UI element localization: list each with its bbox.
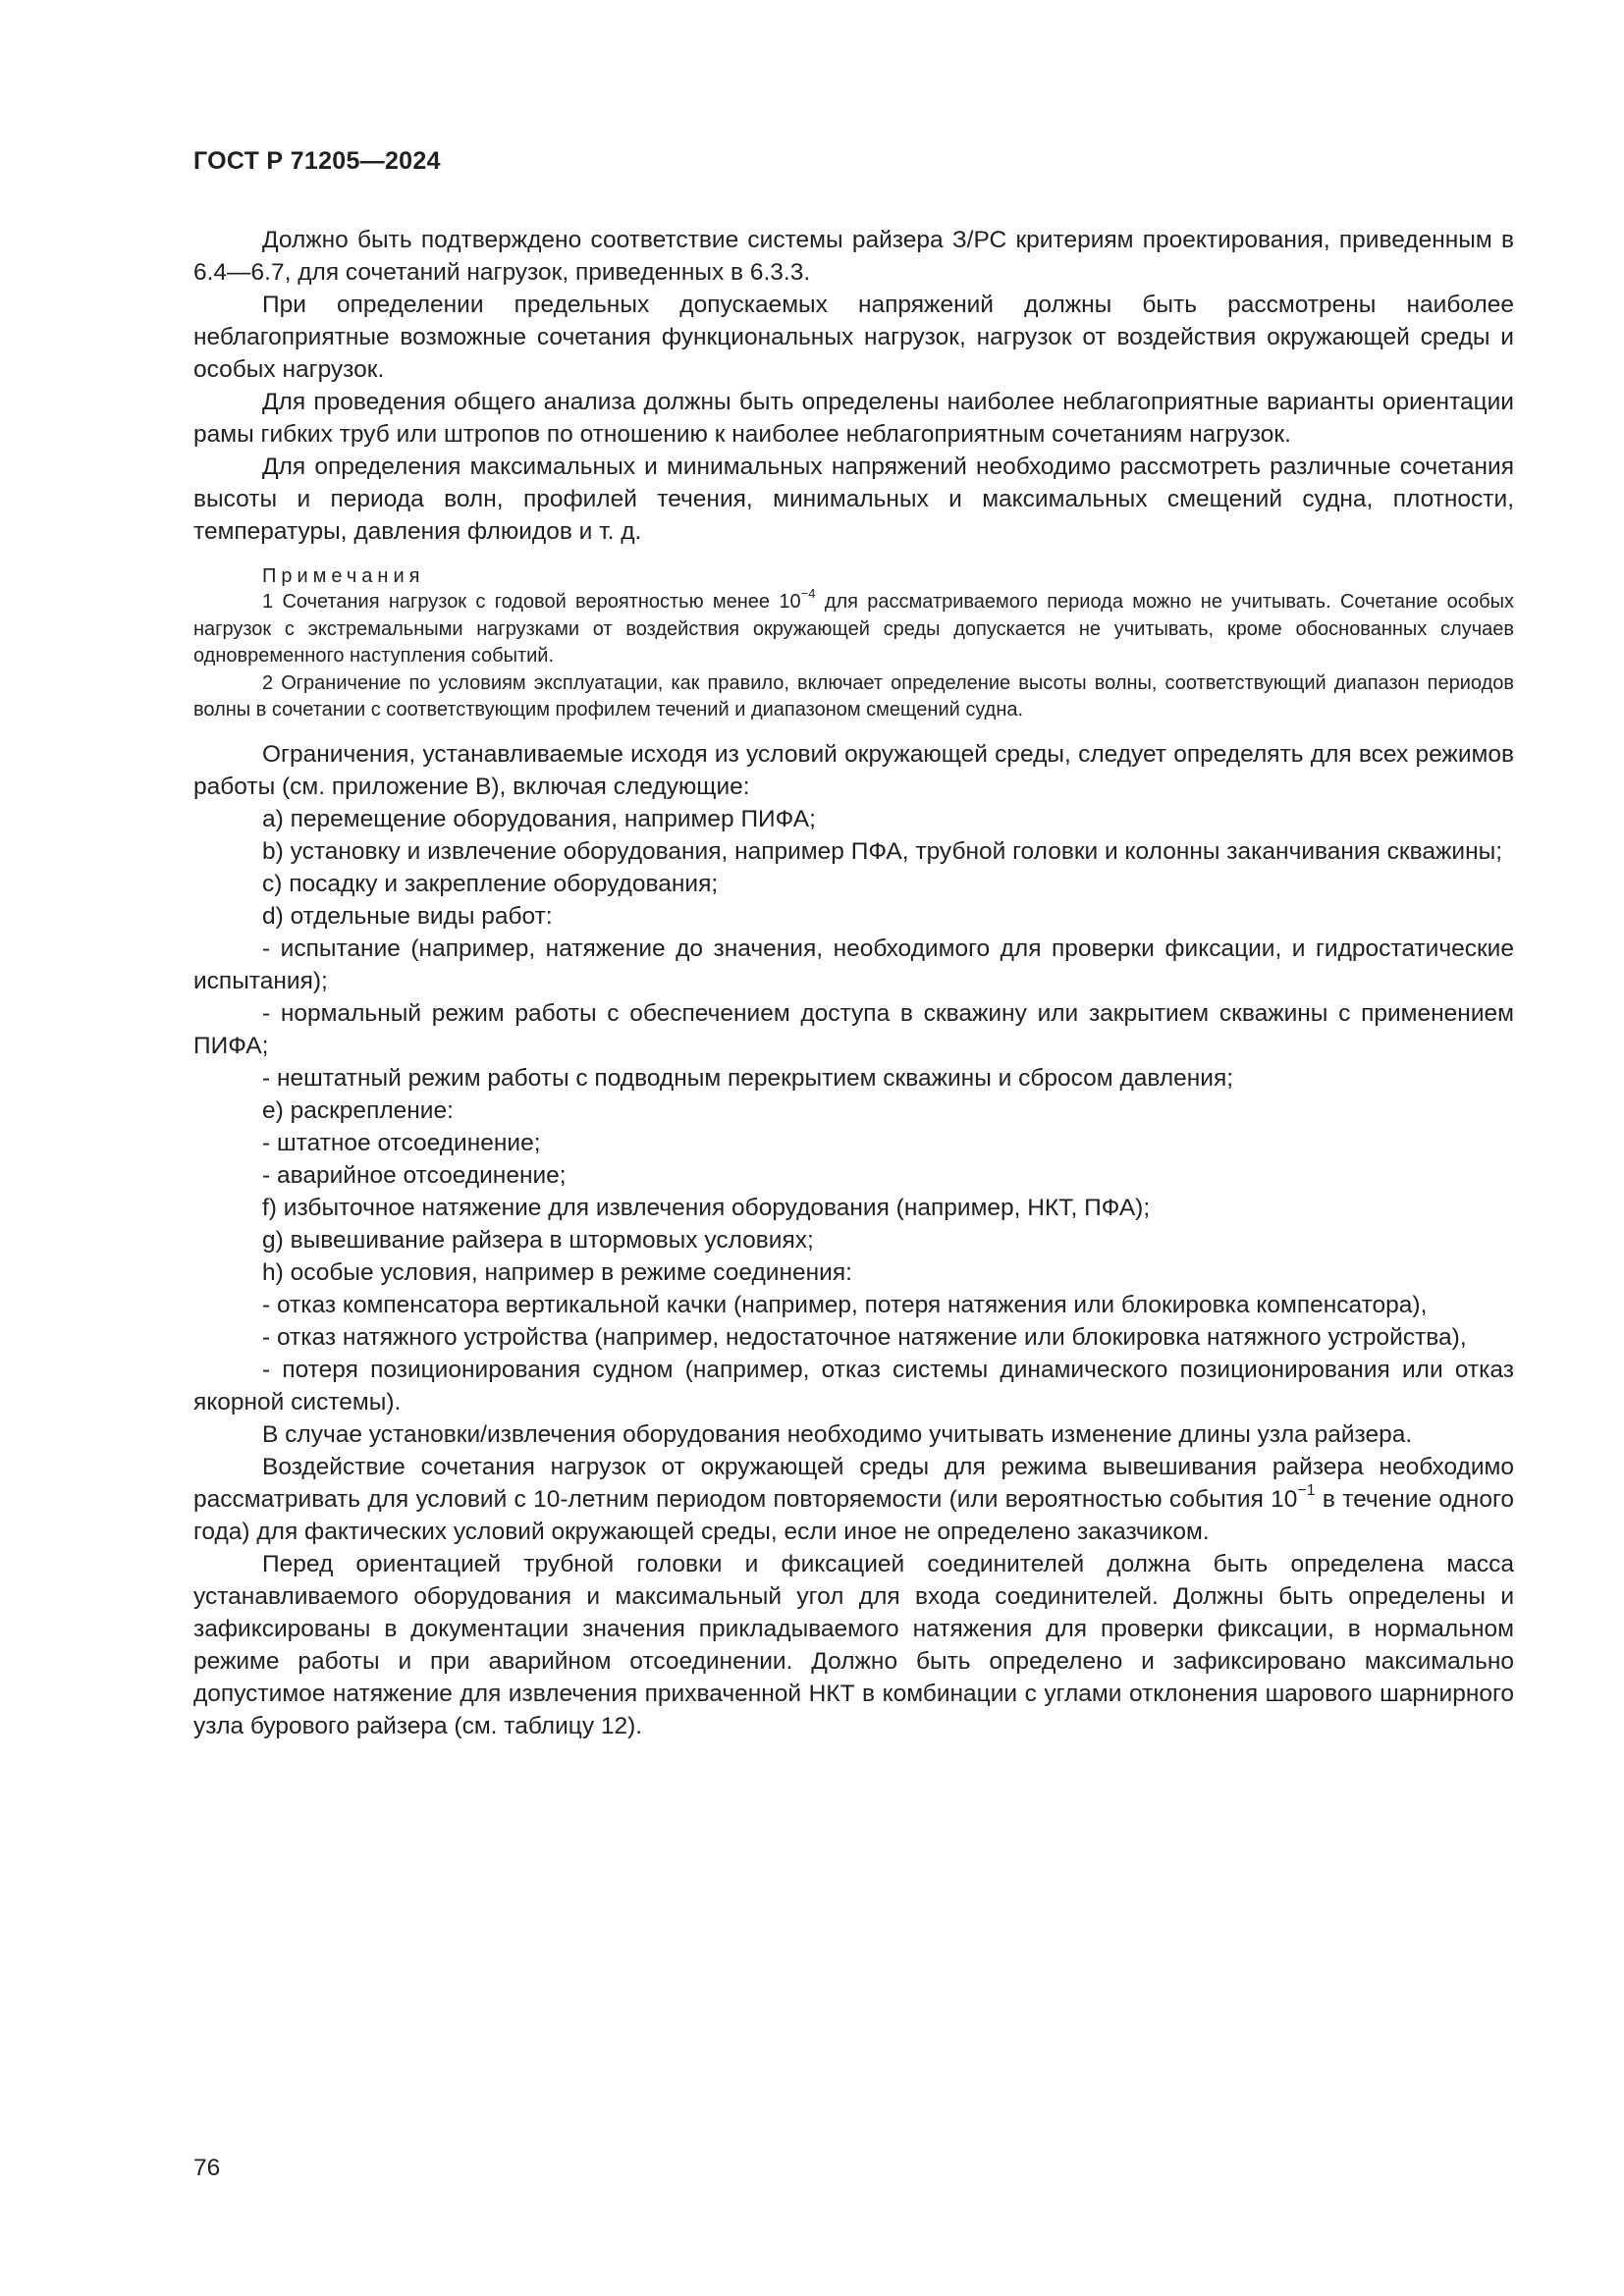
list-item: - испытание (например, натяжение до значения, необходимого для проверки фиксации, и гидростатические испытания); <box>193 934 1514 994</box>
note-1-exponent: −4 <box>800 586 816 602</box>
note-2: 2 Ограничение по условиям эксплуатации, как правило, включает определение высоты волны, соответствующий диапазон периодов волны в сочетании с соответствующим профилем течений и диапазоном смещений судна. <box>193 671 1514 721</box>
list-item: - отказ компенсатора вертикальной качки (например, потеря натяжения или блокировка компенсатора), <box>262 1291 1428 1318</box>
list-item: - аварийное отсоединение; <box>262 1161 567 1189</box>
paragraph-hang-off <box>193 1451 1514 1548</box>
list-item: е) раскрепление: <box>262 1096 454 1124</box>
list-item: - нормальный режим работы с обеспечением доступа в скважину или закрытием скважины с применением ПИФА; <box>193 999 1514 1059</box>
list-item: h) особые условия, например в режиме соединения: <box>262 1258 852 1286</box>
paragraph-hang-off-before: Воздействие сочетания нагрузок от окружающей среды для режима вывешивания райзера необходимо рассматривать для условий с 10-летним периодом повторяемости (или вероятностью события 10 <box>193 1453 1514 1513</box>
paragraph-allowable-stress: При определении предельных допускаемых напряжений должны быть рассмотрены наиболее неблагоприятные возможные сочетания функциональных нагрузок, нагрузок от воздействия окружающей среды и особых нагрузок. <box>193 292 1514 383</box>
note-1 <box>193 586 1514 670</box>
list-item: b) установку и извлечение оборудования, например ПФА, трубной головки и колонны заканчивания скважины; <box>262 837 1503 865</box>
paragraph-tubing-hanger: Перед ориентацией трубной головки и фиксацией соединителей должна быть определена масса устанавливаемого оборудования и максимальный угол для входа соединителей. Должны быть определены и зафиксированы в документации значения прикладываемого натяжения для проверки фиксации, в нормальном режиме работы и при аварийном отсоединении. Должно быть определено и зафиксировано максимально допустимое натяжение для извлечения прихваченной НКТ в комбинации с углами отклонения шарового шарнирного узла бурового райзера (см. таблицу 12). <box>193 1550 1514 1739</box>
document-body <box>193 224 1514 1742</box>
paragraph-hang-off-exponent: −1 <box>1297 1481 1316 1499</box>
list-item: а) перемещение оборудования, например ПИФА; <box>262 805 816 832</box>
document-header: ГОСТ Р 71205—2024 <box>193 147 441 175</box>
page-number: 76 <box>193 2155 221 2181</box>
note-1-text-before: 1 Сочетания нагрузок с годовой вероятностью менее 10 <box>262 591 801 613</box>
paragraph-compliance: Должно быть подтверждено соответствие системы райзера З/РС критериям проектирования, приведенным в 6.4—6.7, для сочетаний нагрузок, приведенных в 6.3.3. <box>193 227 1514 286</box>
list-item: - потеря позиционирования судном (например, отказ системы динамического позиционирования или отказ якорной системы). <box>193 1356 1514 1415</box>
list-item: - штатное отсоединение; <box>262 1129 541 1156</box>
paragraph-global-analysis: Для проведения общего анализа должны быть определены наиболее неблагоприятные варианты ориентации рамы гибких труб или штропов по отношению к наиболее неблагоприятным сочетаниям нагрузок. <box>193 389 1514 448</box>
operating-modes-list <box>193 803 1514 1418</box>
list-item: - нештатный режим работы с подводным перекрытием скважины и сбросом давления; <box>262 1064 1234 1092</box>
list-item: - отказ натяжного устройства (например, недостаточное натяжение или блокировка натяжного устройства), <box>262 1323 1467 1351</box>
list-item: g) вывешивание райзера в штормовых условиях; <box>262 1226 814 1254</box>
paragraph-riser-length: В случае установки/извлечения оборудования необходимо учитывать изменение длины узла райзера. <box>262 1420 1413 1448</box>
list-item: d) отдельные виды работ: <box>262 902 553 930</box>
list-item: f) избыточное натяжение для извлечения оборудования (например, НКТ, ПФА); <box>262 1194 1151 1221</box>
notes-title: Примечания <box>262 565 425 587</box>
paragraph-max-min-stress: Для определения максимальных и минимальных напряжений необходимо рассмотреть различные сочетания высоты и периода волн, профилей течения, минимальных и максимальных смещений судна, плотности, температуры, давления флюидов и т. д. <box>193 454 1514 545</box>
note-1-text-after: для рассматриваемого периода можно не учитывать. Сочетание особых нагрузок с экстремальными нагрузками от воздействия окружающей среды допускается не учитывать, кроме обоснованных случаев одновременного наступления событий. <box>193 591 1514 667</box>
paragraph-hang-off-after: в течение одного года) для фактических условий окружающей среды, если иное не определено заказчиком. <box>193 1485 1514 1545</box>
list-item: с) посадку и закрепление оборудования; <box>262 870 719 897</box>
paragraph-environmental-limits: Ограничения, устанавливаемые исходя из условий окружающей среды, следует определять для всех режимов работы (см. приложение В), включая следующие: <box>193 740 1514 800</box>
notes-block <box>193 563 1514 724</box>
